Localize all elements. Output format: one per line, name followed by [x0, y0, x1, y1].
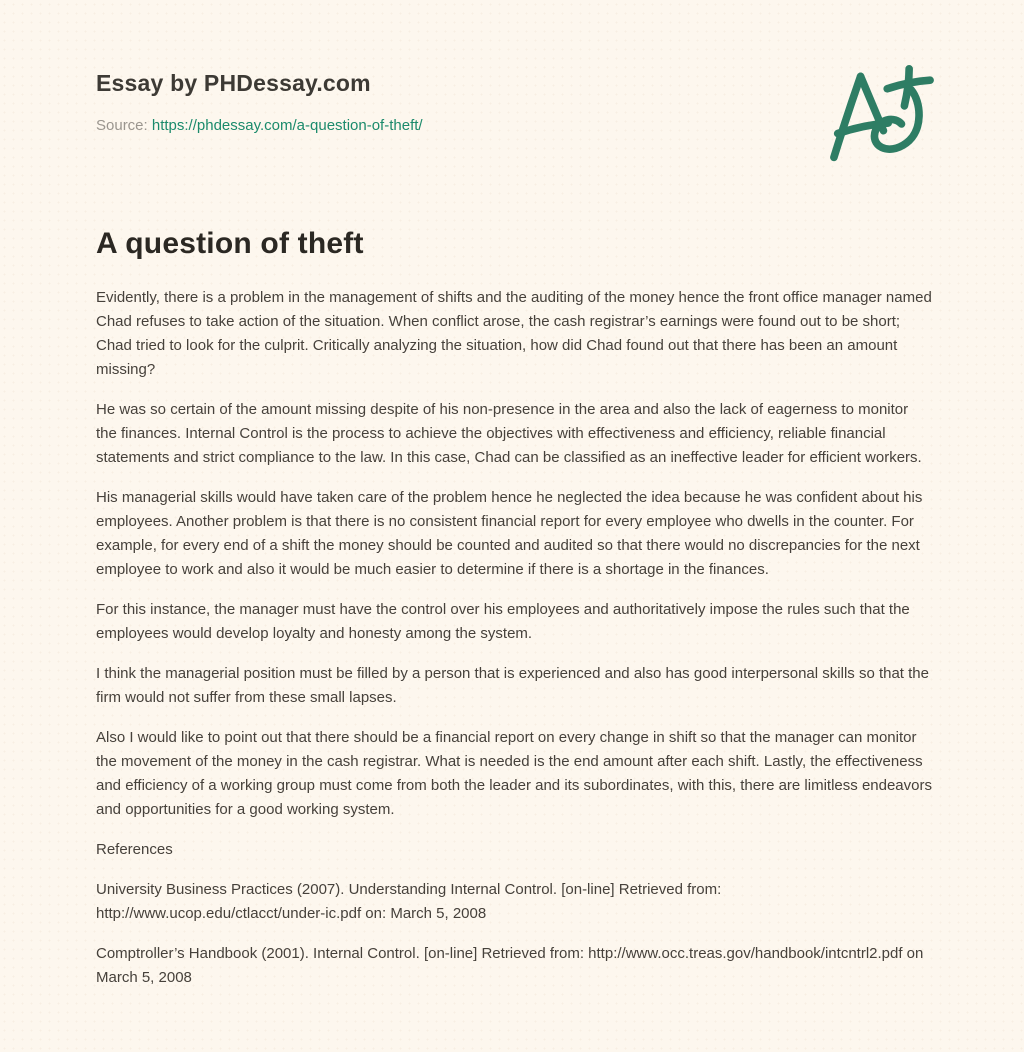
reference-entry: University Business Practices (2007). Understanding Internal Control. [on-line] Retrieved from: http://www.ucop.edu/ctlacct/under-ic.pdf on: March 5, 2008: [96, 881, 722, 922]
source-label: Source:: [96, 117, 148, 134]
source-line: [96, 117, 932, 134]
essay-paragraph: I think the managerial position must be filled by a person that is experienced and also has good interpersonal skills so that the firm would not suffer from these small lapses.: [96, 665, 929, 706]
essay-body: [96, 286, 932, 990]
essay-paragraph: Also I would like to point out that there should be a financial report on every change in shift so that the manager can monitor the movement of the money in the cash registrar. What is needed is the end amount after each shift. Lastly, the effectiveness and efficiency of a working group must come from both the leader and its subordinates, with this, there are limitless endeavors and opportunities for a good working system.: [96, 729, 932, 818]
essay-page: [96, 0, 932, 990]
references-heading: References: [96, 841, 173, 858]
reference-entry: Comptroller’s Handbook (2001). Internal Control. [on-line] Retrieved from: http://www.occ.treas.gov/handbook/intcntrl2.pdf on March 5, 2008: [96, 945, 924, 986]
essay-paragraph: He was so certain of the amount missing despite of his non-presence in the area and also the lack of eagerness to monitor the finances. Internal Control is the process to achieve the objectives with effectiveness and efficiency, reliable financial statements and strict compliance to the law. In this case, Chad can be classified as an ineffective leader for efficient workers.: [96, 401, 922, 466]
site-header: [96, 70, 932, 134]
essay-paragraph: For this instance, the manager must have the control over his employees and authoritatively impose the rules such that the employees would develop loyalty and honesty among the system.: [96, 601, 910, 642]
essay-paragraph: Evidently, there is a problem in the management of shifts and the auditing of the money hence the front office manager named Chad refuses to take action of the situation. When conflict arose, the cash registrar’s earnings were found out to be short; Chad tried to look for the culprit. Critically analyzing the situation, how did Chad found out that there has been an amount missing?: [96, 289, 932, 378]
article-title: A question of theft: [96, 227, 364, 260]
a-plus-logo-icon: [826, 64, 938, 164]
site-title: Essay by PHDessay.com: [96, 70, 371, 96]
essay-paragraph: His managerial skills would have taken care of the problem hence he neglected the idea because he was confident about his employees. Another problem is that there is no consistent financial report for every employee who dwells in the counter. For example, for every end of a shift the money should be counted and audited so that there would no discrepancies for the next employee to work and also it would be much easier to determine if there is a shortage in the finances.: [96, 489, 923, 578]
source-link[interactable]: https://phdessay.com/a-question-of-theft/: [151, 117, 423, 134]
